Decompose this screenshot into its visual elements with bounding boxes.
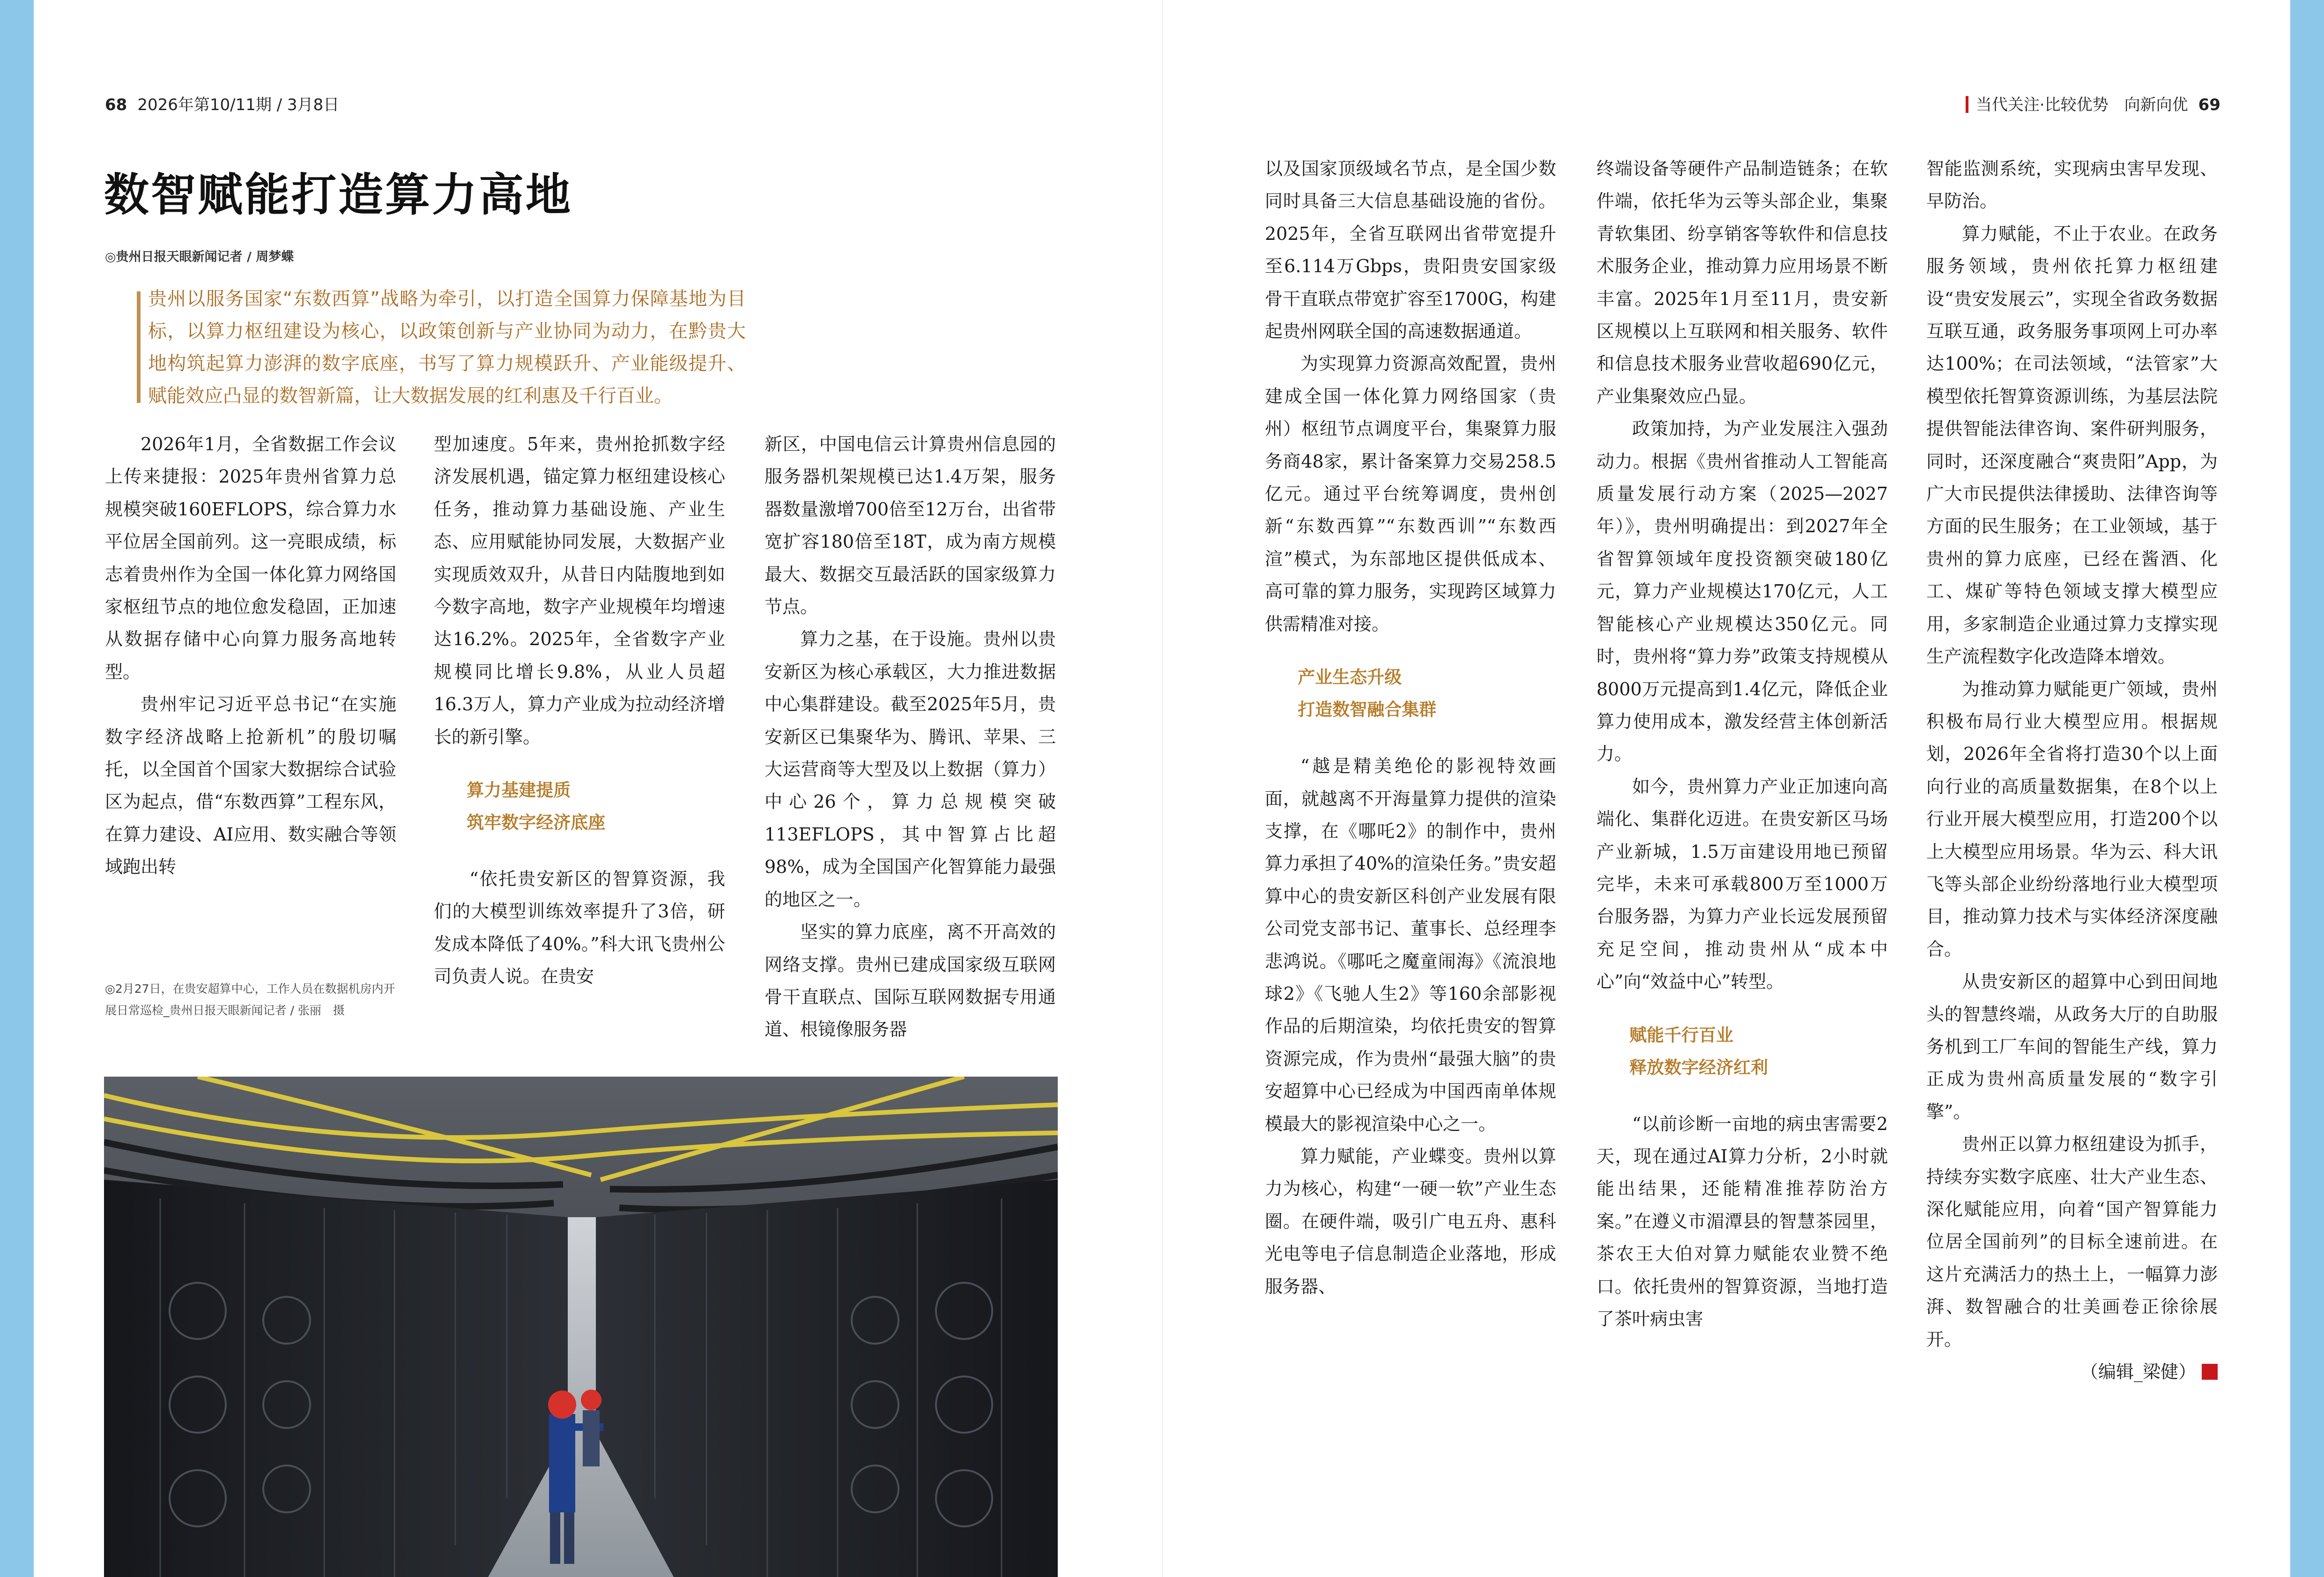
article-title: 数智赋能打造算力高地 xyxy=(104,168,572,221)
article-byline: ◎贵州日报天眼新闻记者 / 周梦蝶 xyxy=(105,250,294,264)
page-number-left: 68 xyxy=(105,96,127,114)
paragraph: 型加速度。5年来，贵州抢抓数字经济发展机遇，锚定算力枢纽建设核心任务，推动算力基础设施、产业生态、应用赋能协同发展，大数据产业实现质效双升，从昔日内陆腹地到如今数字高地，数字产业规模年均增速达16.2%。2025年，全省数字产业规模同比增长9.8%，从业人员超16.3万人，算力产业成为拉动经济增长的新引擎。 xyxy=(434,434,725,747)
paragraph: 贵州牢记习近平总书记“在实施数字经济战略上抢新机”的殷切嘱托，以全国首个国家大数据综合试验区为起点，借“东数西算”工程东风，在算力建设、AI应用、数实融合等领域跑出转 xyxy=(105,694,396,878)
paragraph: 算力之基，在于设施。贵州以贵安新区为核心承载区，大力推进数据中心集群建设。截至2025年5月，贵安新区已集聚华为、腾讯、苹果、三大运营商等大型及以上数据（算力）中心26个，算力总规模突破113EFLOPS，其中智算占比超98%，成为全国国产化智算能力最强的地区之一。 xyxy=(765,629,1056,910)
paragraph: “依托贵安新区的智算资源，我们的大模型训练效率提升了3倍，研发成本降低了40%。”科大讯飞贵州公司负责人说。在贵安 xyxy=(434,869,725,987)
magazine-end-mark-icon xyxy=(2202,1364,2218,1380)
paragraph: 为实现算力资源高效配置，贵州建成全国一体化算力网络国家（贵州）枢纽节点调度平台，集聚算力服务商48家，累计备案算力交易258.5亿元。通过平台统筹调度，贵州创新“东数西算”“东数西训”“东数西渲”模式，为东部地区提供低成本、高可靠的算力服务，实现跨区域算力供需精准对接。 xyxy=(1265,353,1556,634)
paragraph: 政策加持，为产业发展注入强劲动力。根据《贵州省推动人工智能高质量发展行动方案（2025—2027年）》，贵州明确提出：到2027年全省智算领域年度投资额突破180亿元，算力产业规模达170亿元，人工智能核心产业规模达350亿元。同时，贵州将“算力券”政策支持规模从8000万元提高到1.4亿元，降低企业算力使用成本，激发经营主体创新活力。 xyxy=(1596,418,1888,765)
paragraph: 贵州正以算力枢纽建设为抓手，持续夯实数字底座、壮大产业生态、深化赋能应用，向着“国产智算能力位居全国前列”的目标全速前进。在这片充满活力的热土上，一幅算力澎湃、数智融合的壮美画卷正徐徐展开。 xyxy=(1926,1134,2218,1350)
lead-accent-bar xyxy=(137,291,141,403)
text-column-6 xyxy=(1926,153,2218,1388)
page-edge-left xyxy=(0,0,34,1577)
subheading-line: 算力基建提质 xyxy=(467,780,571,801)
subheading-line: 赋能千行百业 xyxy=(1629,1025,1734,1045)
photo-caption: ◎2月27日，在贵安超算中心，工作人员在数据机房内开展日常巡检_贵州日报天眼新闻记者 / 张丽 摄 xyxy=(105,982,395,1017)
text-column-5 xyxy=(1596,153,1888,1335)
subheading-line: 筑牢数字经济底座 xyxy=(467,812,606,833)
editor-credit: （编辑_梁健） xyxy=(2080,1361,2196,1383)
section-marker-icon xyxy=(1966,96,1968,113)
server-aisle-illustration xyxy=(104,1077,1058,1577)
page-number-right: 69 xyxy=(2198,96,2220,114)
subheading-line: 释放数字经济红利 xyxy=(1629,1057,1768,1078)
editor-line xyxy=(1926,1356,2218,1388)
data-center-photo xyxy=(104,1077,1058,1577)
paragraph: “越是精美绝伦的影视特效画面，就越离不开海量算力提供的渲染支撑，在《哪吒2》的制作中，贵州算力承担了40%的渲染任务。”贵安超算中心的贵安新区科创产业发展有限公司党支部书记、董事长、总经理李悲鸿说。《哪吒之魔童闹海》《流浪地球2》《飞驰人生2》等160余部影视作品的后期渲染，均依托贵安的智算资源完成，作为贵州“最强大脑”的贵安超算中心已经成为中国西南单体规模最大的影视渲染中心之一。 xyxy=(1265,756,1556,1134)
subheading-line: 产业生态升级 xyxy=(1298,667,1402,688)
paragraph: 为推动算力赋能更广领域，贵州积极布局行业大模型应用。根据规划，2026年全省将打造30个以上面向行业的高质量数据集，在8个以上行业开展大模型应用，打造200个以上大模型应用场景。华为云、科大讯飞等头部企业纷纷落地行业大模型项目，推动算力技术与实体经济深度融合。 xyxy=(1926,678,2218,960)
subheading-line: 打造数智融合集群 xyxy=(1298,699,1437,720)
paragraph: 以及国家顶级域名节点，是全国少数同时具备三大信息基础设施的省份。2025年，全省互联网出省带宽提升至6.114万Gbps，贵阳贵安国家级骨干直联点带宽扩容至1700G，构建起贵州网联全国的高速数据通道。 xyxy=(1265,158,1556,342)
paragraph: 智能监测系统，实现病虫害早发现、早防治。 xyxy=(1926,158,2218,212)
folio-right xyxy=(1939,92,2220,115)
paragraph: 终端设备等硬件产品制造链条；在软件端，依托华为云等头部企业，集聚青软集团、纷享销客等软件和信息技术服务企业，推动算力应用场景不断丰富。2025年1月至11月，贵安新区规模以上互联网和相关服务、软件和信息技术服务业营收超690亿元，产业集聚效应凸显。 xyxy=(1596,158,1888,407)
article-lead: 贵州以服务国家“东数西算”战略为牵引，以打造全国算力保障基地为目标，以算力枢纽建设为核心，以政策创新与产业协同为动力，在黔贵大地构筑起算力澎湃的数字底座，书写了算力规模跃升、产业能级提升、赋能效应凸显的数智新篇，让大数据发展的红利惠及千行百业。 xyxy=(148,288,746,407)
text-column-4 xyxy=(1265,153,1556,1303)
text-column-3 xyxy=(765,428,1056,1046)
text-column-1 xyxy=(105,428,396,884)
paragraph: “以前诊断一亩地的病虫害需要2天，现在通过AI算力分析，2小时就能出结果，还能精准推荐防治方案。”在遵义市湄潭县的智慧茶园里，茶农王大伯对算力赋能农业赞不绝口。依托贵州的智算资源，当地打造了茶叶病虫害 xyxy=(1596,1113,1888,1329)
paragraph: 新区，中国电信云计算贵州信息园的服务器机架规模已达1.4万架，服务器数量激增700倍至12万台，出省带宽扩容180倍至18T，成为南方规模最大、数据交互最活跃的国家级算力节点。 xyxy=(765,434,1056,617)
page-edge-right xyxy=(2290,0,2324,1577)
folio-left xyxy=(105,92,339,115)
paragraph: 从贵安新区的超算中心到田间地头的智慧终端，从政务大厅的自助服务机到工厂车间的智能生产线，算力正成为贵州高质量发展的“数字引擎”。 xyxy=(1926,971,2218,1122)
subheading-2 xyxy=(1265,661,1556,726)
issue-info: 2026年第10/11期 / 3月8日 xyxy=(137,96,340,114)
subheading-1 xyxy=(434,774,725,839)
subheading-3 xyxy=(1596,1019,1888,1084)
paragraph: 坚实的算力底座，离不开高效的网络支撑。贵州已建成国家级互联网骨干直联点、国际互联网数据专用通道、根镜像服务器 xyxy=(765,922,1056,1040)
spread-gutter xyxy=(1162,0,1163,1577)
paragraph: 2026年1月，全省数据工作会议上传来捷报：2025年贵州省算力总规模突破160EFLOPS，综合算力水平位居全国前列。这一亮眼成绩，标志着贵州作为全国一体化算力网络国家枢纽节点的地位愈发稳固，正加速从数据存储中心向算力服务高地转型。 xyxy=(105,434,396,682)
paragraph: 算力赋能，不止于农业。在政务服务领域，贵州依托算力枢纽建设“贵安发展云”，实现全省政务数据互联互通，政务服务事项网上可办率达100%；在司法领域，“法管家”大模型依托智算资源训练，为基层法院提供智能法律咨询、案件研判服务，同时，还深度融合“爽贵阳”App，为广大市民提供法律援助、法律咨询等方面的民生服务；在工业领域，基于贵州的算力底座，已经在酱酒、化工、煤矿等特色领域支撑大模型应用，多家制造企业通过算力支撑实现生产流程数字化改造降本增效。 xyxy=(1926,223,2218,667)
paragraph: 算力赋能，产业蝶变。贵州以算力为核心，构建“一硬一软”产业生态圈。在硬件端，吸引广电五舟、惠科光电等电子信息制造企业落地，形成服务器、 xyxy=(1265,1146,1556,1297)
paragraph: 如今，贵州算力产业正加速向高端化、集群化迈进。在贵安新区马场产业新城，1.5万亩建设用地已预留完毕，未来可承载800万至1000万台服务器，为算力产业长远发展预留充足空间，推动贵州从“成本中心”向“效益中心”转型。 xyxy=(1596,776,1888,992)
text-column-2 xyxy=(434,428,725,993)
section-title: 当代关注·比较优势 向新向优 xyxy=(1975,96,2188,114)
